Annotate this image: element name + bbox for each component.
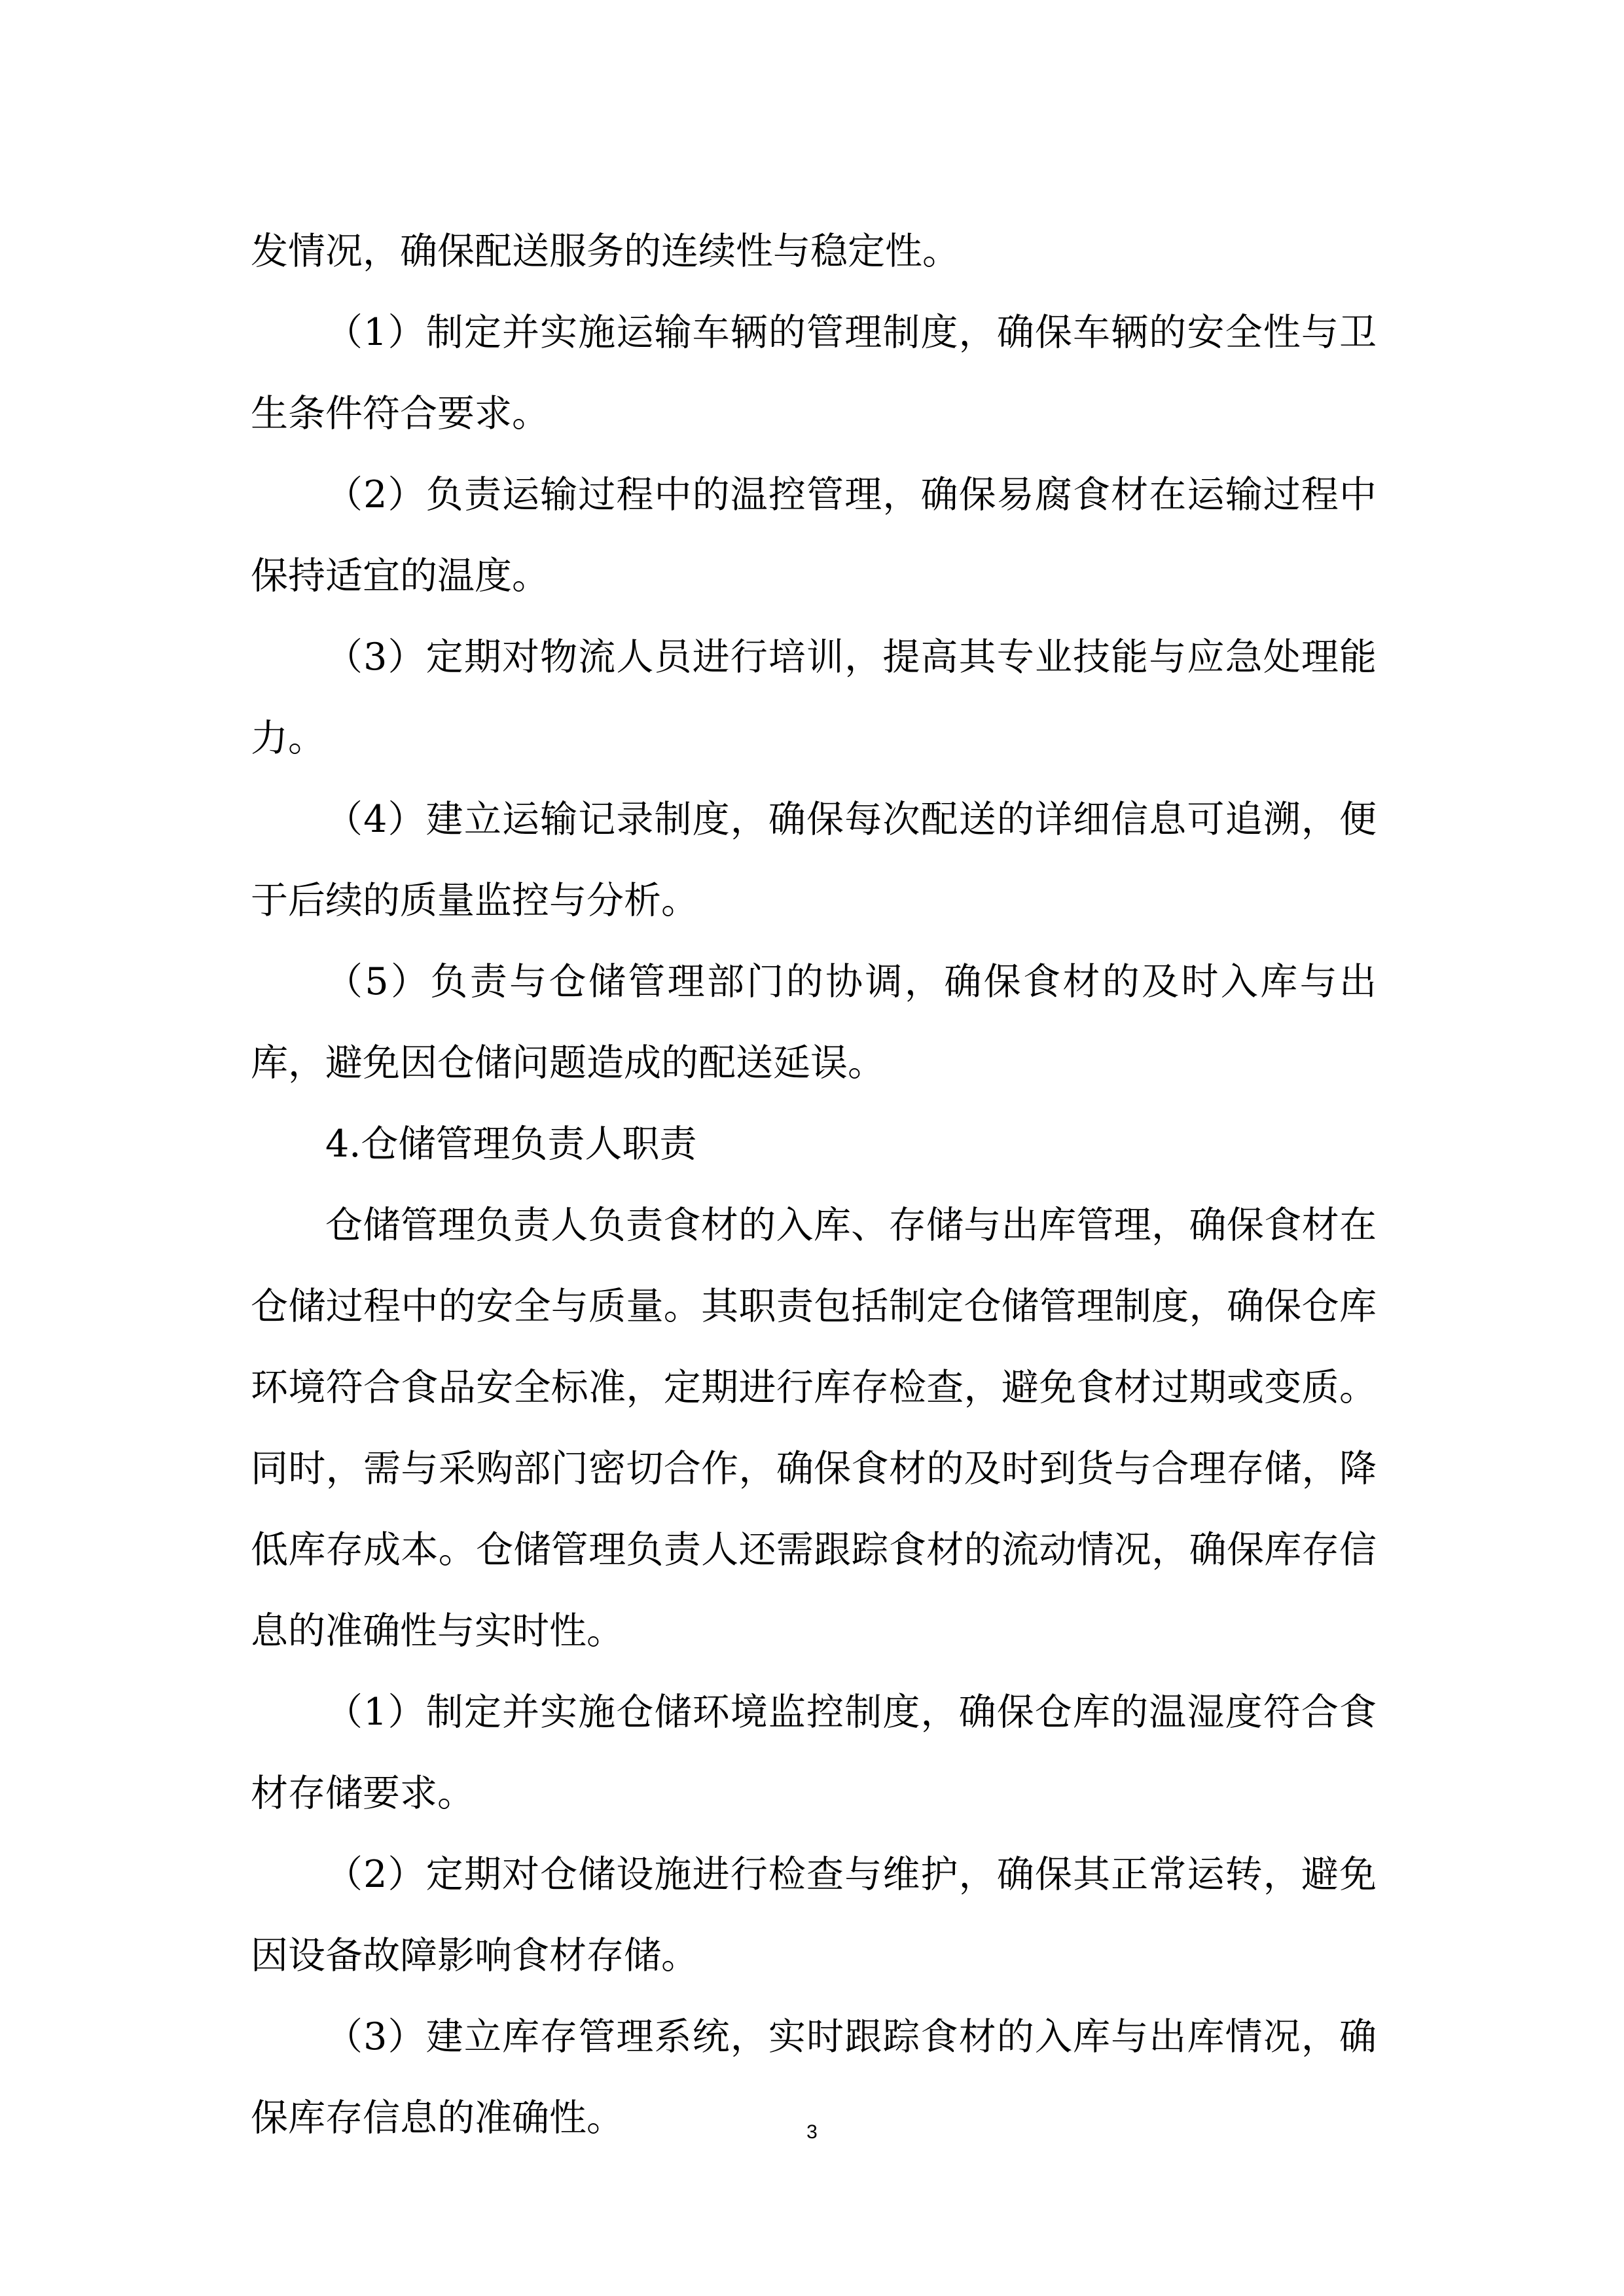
page-body [251,211,1377,2159]
storage-list-item-3: （3）建立库存管理系统，实时跟踪食材的入库与出库情况，确保库存信息的准确性。 [251,2015,1377,2140]
storage-list-item-2: （2）定期对仓储设施进行检查与维护，确保其正常运转，避免因设备故障影响食材存储。 [251,1853,1377,1977]
storage-list-item-1: （1）制定并实施仓储环境监控制度，确保仓库的温湿度符合食材存储要求。 [251,1691,1377,1815]
list-item-3: （3）定期对物流人员进行培训，提高其专业技能与应急处理能力。 [251,636,1377,760]
list-item-2: （2）负责运输过程中的温控管理，确保易腐食材在运输过程中保持适宜的温度。 [251,473,1377,598]
list-item-1: （1）制定并实施运输车辆的管理制度，确保车辆的安全性与卫生条件符合要求。 [251,311,1377,435]
paragraph-continuation: 发情况，确保配送服务的连续性与稳定性。 [251,230,960,273]
section-body-paragraph: 仓储管理负责人负责食材的入库、存储与出库管理，确保食材在仓储过程中的安全与质量。其职责包括制定仓储管理制度，确保仓库环境符合食品安全标准，定期进行库存检查，避免食材过期或变质。同时，需与采购部门密切合作，确保食材的及时到货与合理存储，降低库存成本。仓储管理负责人还需跟踪食材的流动情况，确保库存信息的准确性与实时性。 [251,1204,1377,1653]
list-item-4: （4）建立运输记录制度，确保每次配送的详细信息可追溯，便于后续的质量监控与分析。 [251,798,1377,922]
section-heading: 4.仓储管理负责人职责 [325,1122,697,1166]
page-number: 3 [806,2121,818,2143]
list-item-5: （5）负责与仓储管理部门的协调，确保食材的及时入库与出库，避免因仓储问题造成的配送延误。 [251,960,1377,1085]
